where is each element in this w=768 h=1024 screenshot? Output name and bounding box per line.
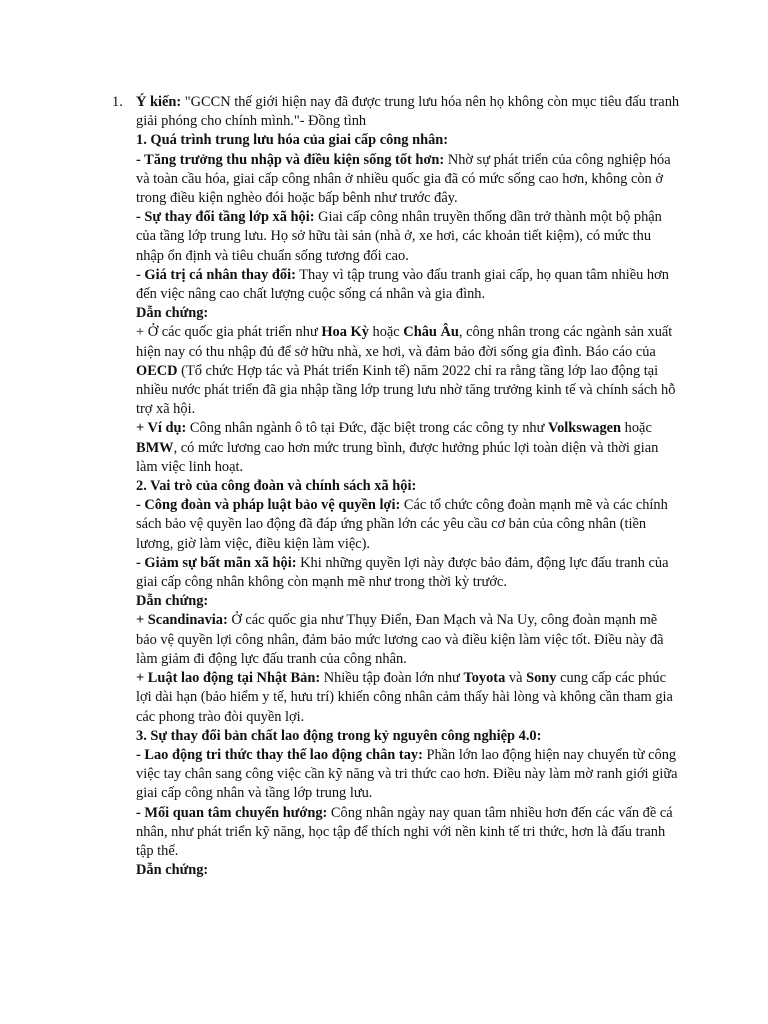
section-3-point-knowledge: - Lao động tri thức thay thế lao động chân tay: Phần lớn lao động hiện nay chuyển từ công việc tay chân sang công việc cần kỹ năng và tri thức cao hơn. Điều này làm mờ ranh giới giữa giai cấp công nhân và tầng lớp trung lưu. [136, 746, 678, 802]
section-1-evidence-label: Dẫn chứng: [136, 305, 209, 322]
section-1-evidence-example: + Ví dụ: Công nhân ngành ô tô tại Đức, đặc biệt trong các công ty như Volkswagen hoặc BMW, có mức lương cao hơn mức trung bình, được hưởng phúc lợi toàn diện và thời gian làm việc linh hoạt. [136, 420, 659, 475]
section-1-point-income: - Tăng trưởng thu nhập và điều kiện sống tốt hơn: Nhờ sự phát triển của công nghiệp hóa và toàn cầu hóa, giai cấp công nhân ở nhiều quốc gia đã có mức sống cao hơn, không còn ở trong điều kiện nghèo đói hoặc bấp bênh như trước đây. [136, 151, 671, 207]
document-body [112, 93, 681, 880]
section-2-evidence-label: Dẫn chứng: [136, 593, 209, 610]
opinion-text: "GCCN thế giới hiện nay đã được trung lưu hóa nên họ không còn mục tiêu đấu tranh giải phóng cho chính mình."- Đồng tình [136, 94, 680, 130]
section-2-point-unions: - Công đoàn và pháp luật bảo vệ quyền lợi: Các tổ chức công đoàn mạnh mẽ và các chính sách bảo vệ quyền lao động đã đáp ứng phần lớn các yêu cầu cơ bản của công nhân (tiền lương, giờ làm việc, điều kiện làm việc). [136, 497, 668, 552]
section-2-heading: 2. Vai trò của công đoàn và chính sách xã hội: [136, 478, 417, 495]
section-1-evidence-oecd: + Ở các quốc gia phát triển như Hoa Kỳ hoặc Châu Âu, công nhân trong các ngành sản xuất hiện nay có thu nhập đủ để sở hữu nhà, xe hơi, và đảm bảo đời sống gia đình. Báo cáo của OECD (Tổ chức Hợp tác và Phát triển Kinh tế) năm 2022 chỉ ra rằng tầng lớp lao động tại nhiều nước phát triển đã gia nhập tầng lớp trung lưu nhờ tăng trưởng kinh tế và chính sách hỗ trợ xã hội. [136, 324, 676, 418]
section-3-point-concerns: - Mối quan tâm chuyển hướng: Công nhân ngày nay quan tâm nhiều hơn đến các vấn đề cá nhân, như phát triển kỹ năng, học tập để thích nghi với nền kinh tế tri thức, hơn là đấu tranh tập thể. [136, 804, 673, 859]
opinion-paragraph [136, 93, 681, 131]
section-1-heading: 1. Quá trình trung lưu hóa của giai cấp công nhân: [136, 132, 449, 149]
opinion-label: Ý kiến: [136, 94, 182, 110]
section-1-point-values: - Giá trị cá nhân thay đổi: Thay vì tập trung vào đấu tranh giai cấp, họ quan tâm nhiều hơn đến việc nâng cao chất lượng cuộc sống cá nhân và gia đình. [136, 266, 669, 303]
section-2-evidence-japan: + Luật lao động tại Nhật Bản: Nhiều tập đoàn lớn như Toyota và Sony cung cấp các phúc lợi dài hạn (bảo hiểm y tế, hưu trí) khiến công nhân cảm thấy hài lòng và không cần tham gia các phong trào đòi quyền lợi. [136, 670, 673, 725]
section-1-point-class: - Sự thay đổi tầng lớp xã hội: Giai cấp công nhân truyền thống dần trở thành một bộ phận của tầng lớp trung lưu. Họ sở hữu tài sản (nhà ở, xe hơi, các khoản tiết kiệm), có mức thu nhập ổn định và tiêu chuẩn sống tương đối cao. [136, 209, 662, 264]
list-number: 1. [112, 94, 123, 110]
section-2-evidence-scandinavia: + Scandinavia: Ở các quốc gia như Thụy Điển, Đan Mạch và Na Uy, công đoàn mạnh mẽ bảo vệ quyền lợi công nhân, đảm bảo mức lương cao và điều kiện làm việc tốt. Điều này đã làm giảm đi động lực đấu tranh của công nhân. [136, 612, 664, 667]
section-2-point-discontent: - Giảm sự bất mãn xã hội: Khi những quyền lợi này được bảo đảm, động lực đấu tranh của giai cấp công nhân không còn mạnh mẽ như trong thời kỳ trước. [136, 554, 669, 591]
section-3-heading: 3. Sự thay đổi bản chất lao động trong kỷ nguyên công nghiệp 4.0: [136, 727, 542, 744]
section-3-evidence-label: Dẫn chứng: [136, 862, 209, 879]
